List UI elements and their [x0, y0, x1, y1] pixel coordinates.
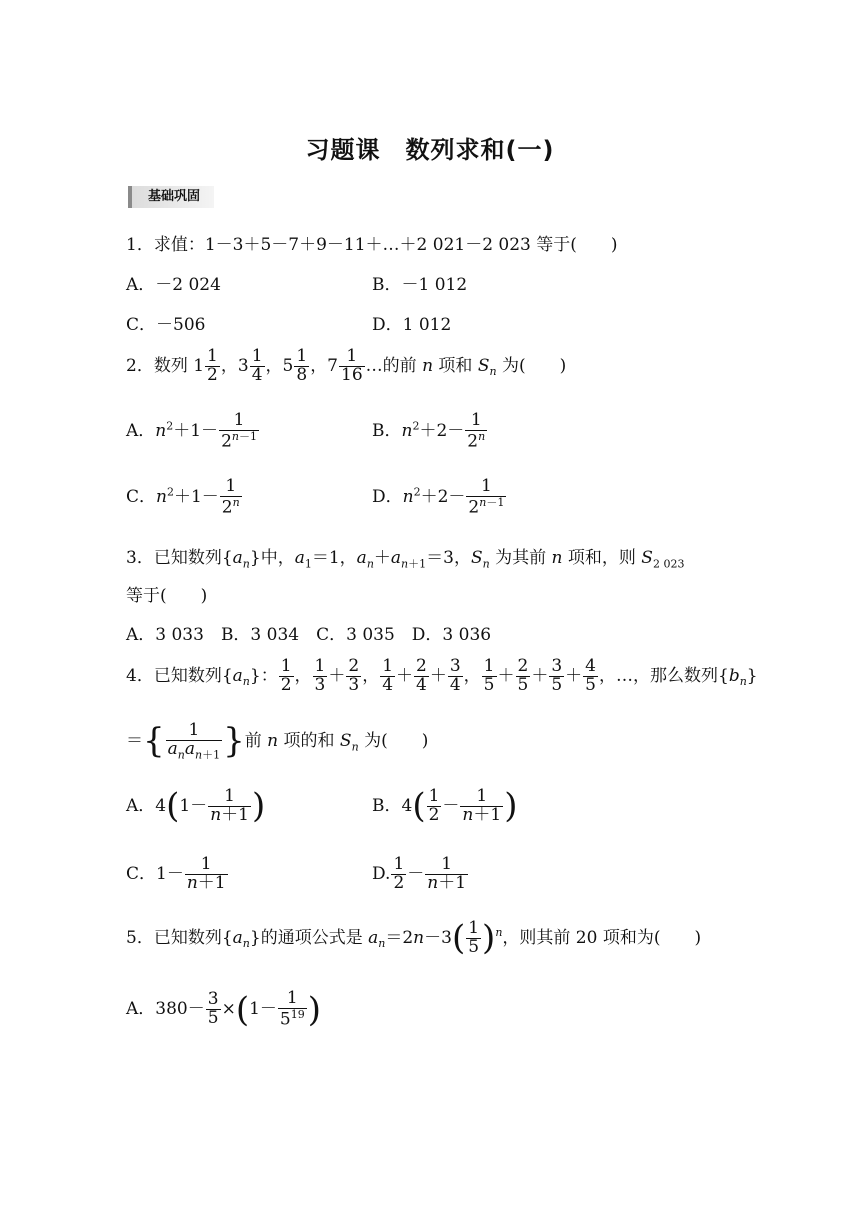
q3-stem-cont: 等于( )	[126, 586, 208, 606]
q2-option-d: D．$n^2+2-$ $\frac{1}{2^{n-1}}$	[372, 476, 505, 518]
q4-stem-cont: ＝{ $\frac{1}{a_na_{n+1}}$ }前 n 项的和 $S_n$ 为( )	[126, 720, 429, 762]
page-title: 习题课 数列求和(一)	[305, 136, 555, 164]
q4-option-d: D. $\frac{1}{2}$ － $\frac{1}{n+1}$	[372, 854, 467, 893]
q2-option-a: A．$n^2+1-$ $\frac{1}{2^{n-1}}$	[126, 410, 257, 452]
q1-stem: 1．求值：1－3＋5－7＋9－11＋…＋2 021－2 023 等于( )	[126, 235, 618, 255]
q4-stem: 4．已知数列$\{a_n\}$： $\frac{1}{2}$ ， $\frac{1}{3}$ ＋ $\frac{2}{3}$ ， $\frac{1}{4}$ ＋ $\frac{2}{4}$ ＋ $\frac{3}{4}$ ， $\frac{1}{5}$ ＋ $\frac{2}{5}$ ＋ $\frac{3}{5}$ ＋ $\frac{4}{5}$ ，…，那么数列$\{b_n\}$	[126, 656, 758, 695]
q1-option-d: D．1 012	[372, 315, 452, 335]
section-badge: 基础巩固	[128, 186, 214, 208]
q5-stem: 5．已知数列$\{a_n\}$的通项公式是 $a_n=2n-3$( $\frac{1}{5}$ )$^n$，则其前 20 项和为( )	[126, 918, 702, 959]
q4-option-b: B．4( $\frac{1}{2}$ － $\frac{1}{n+1}$ )	[372, 786, 518, 827]
q4-option-a: A．4(1－ $\frac{1}{n+1}$ )	[126, 786, 266, 827]
q2-option-c: C．$n^2+1-$ $\frac{1}{2^n}$	[126, 476, 240, 518]
q3-stem: 3．已知数列$\{a_n\}$中，$a_1=1$，$a_n+a_{n+1}=3$，$S_n$ 为其前 n 项和，则 $S_{2 023}$	[126, 548, 685, 571]
q1-option-c: C．－506	[126, 315, 206, 335]
q2-option-b: B．$n^2+2-$ $\frac{1}{2^n}$	[372, 410, 486, 452]
q3-options: A．3 033 B．3 034 C．3 035 D．3 036	[126, 625, 492, 645]
q1-option-a: A．－2 024	[126, 275, 221, 295]
q4-option-c: C．1－ $\frac{1}{n+1}$	[126, 854, 226, 893]
q1-option-b: B．－1 012	[372, 275, 468, 295]
q5-option-a: A．380－ $\frac{3}{5}$ ×(1－ $\frac{1}{5^{19}}$ )	[126, 988, 321, 1030]
q2-stem: 2．数列 1 $\frac{1}{2}$ ，3 $\frac{1}{4}$ ，5 $\frac{1}{8}$ ，7 $\frac{1}{16}$ …的前 n 项和 $S_n$ 为( )	[126, 346, 567, 385]
